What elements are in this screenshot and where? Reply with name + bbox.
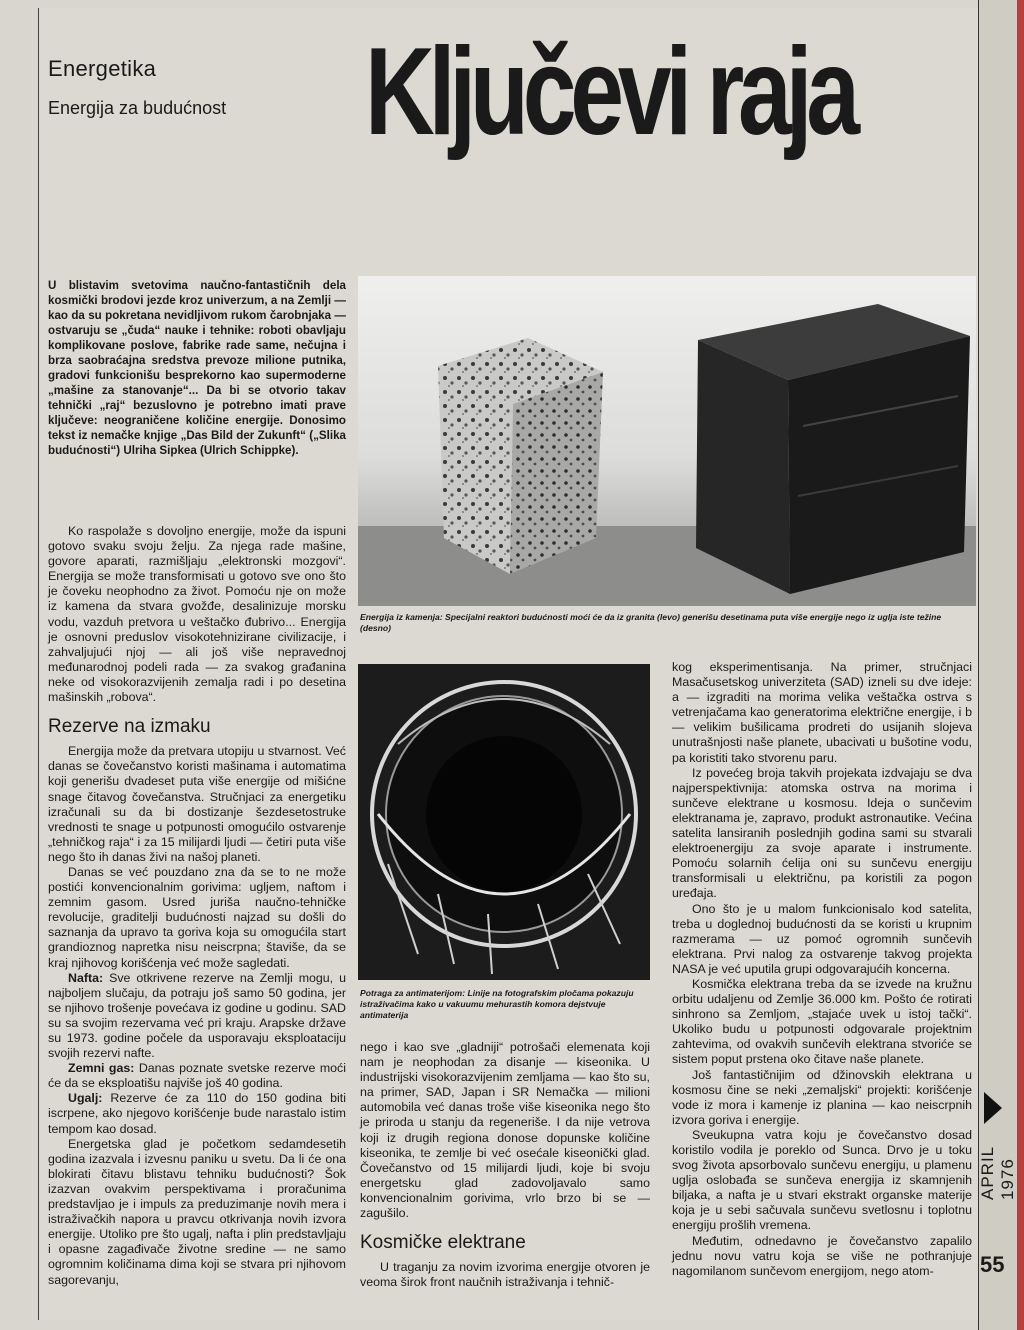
photo-caption: Potraga za antimaterijom: Linije na fotografskim pločama pokazuju istraživačima kako u vakuumu mehurastih komora dejstvuje antimaterija	[360, 988, 634, 1020]
article-title: Ključevi raja	[365, 23, 854, 161]
issue-date: APRIL 1976	[978, 1146, 1017, 1200]
paragraph: Još fantastičnijim od džinovskih elektrana u kosmosu čine se neki „zemaljski“ projekti: korišćenje vode iz mora i kamenje iz planina — kao neiscrpnih izvora goriva i energije.	[672, 1067, 972, 1127]
paragraph	[48, 1091, 346, 1136]
photo-caption: Energija iz kamenja: Specijalni reaktori budućnosti moći će da iz granita (levo) generišu desetinama puta više energije nego iz uglja iste težine (desno)	[360, 612, 942, 633]
paragraph: Iz povećeg broja takvih projekata izdvajaju se dva najperspektivnija: atomska ostrva na morima i sunčeve elektrane u kosmosu. Ideja o sunčevim elektranama je, zapravo, produkt astronautike. Većina satelita lansiranih poslednjih godina sami su stvarali elektroenergiju za svoje aparate i instrumente. Pomoću solarnih ćelija oni su sunčevu energiju transformisali u električnu, pa koristili za pogon uređaja.	[672, 765, 972, 901]
paragraph: Kosmička elektrana treba da se izvede na kružnu orbitu udaljenu od Zemlje 36.000 km. Pošto će rotirati sinhrono sa Zemljom, „stajaće uvek u istoj tački“. Ukoliko budu u potpunosti odgovarale projektnim zahtevima, od ovakvih sunčevih elektrana stvoriće se sistem poput prstena oko čitave naše planete.	[672, 976, 972, 1067]
paragraph-text: Sve otkrivene rezerve na Zemlji mogu, u najboljem slučaju, da potraju još samo 50 godina, jer se njihovo trošenje povećava iz godine u godinu. SAD su sa svojim rezervama već pri kraju. Arapske države su 1973. godine počele da usporavaju eksploataciju svojih rezervi nafte.	[48, 970, 346, 1061]
paragraph: Danas se već pouzdano zna da se to ne može postići konvencionalnim gorivima: ugljem, naftom i zemnim gasom. Usred juriša naučno-tehničke revolucije, graditelji budućnosti najzad su došli do saznanja da upravo ta goriva koja su omogućila start grandioznog napretka nisu neiscrpna; štaviše, da se kraj njihovog korišćenja već može sagledati.	[48, 864, 346, 970]
column-1	[48, 524, 346, 1288]
section-label: Energetika	[48, 56, 157, 81]
edge-strip	[1017, 0, 1024, 1330]
paragraph: Ko raspolaže s dovoljno energije, može da ispuni gotovo svaku svoju želju. Za njega rade mašine, govore aparati, razmišljaju „elektronski mozgovi“. Energija se može transformisati u gotovo sve ono što je čoveku neophodno za život. Pomoću nje on može iz kamena da stvara gvožđe, desalinizuje morsku vodu, vazduh pretvora u veštačko đubrivo... Energija je osnovni preduslov visokotehnizirane civilizacije, i zahvaljujući njoj — ali još više nepravednoj međunarodnoj podeli rada — za svakog građanina neke od visokorazvijenih zemalja radi i po desetina mašinskih „robova“.	[48, 524, 346, 705]
inline-label: Nafta:	[68, 970, 104, 985]
paragraph: kog eksperimentisanja. Na primer, stručnjaci Masačusetskog univerziteta (SAD) izneli su dve ideje: a — izgraditi na morima velika veštačka ostrva s vetrenjačama kao generatorima električne energije, i b — velikim bušilicama prodreti do usijanih slojeva unutrašnjosti naše planete, ubacivati u bušotine vodu, pa koristiti tako stvorenu paru.	[672, 660, 972, 765]
paragraph: U traganju za novim izvorima energije otvoren je veoma širok front naučnih istraživanja i tehnič-	[360, 1260, 650, 1290]
paragraph: nego i kao sve „gladniji“ potrošači elemenata koji nam je neophodan za disanje — kiseonika. U industrijski visokorazvijenim zemljama — kao što su, na primer, SAD, Japan i SR Nemačka — milioni automobila već danas troše više kiseonika nego što je priroda u stanju da regeneriše. I da nije vetrova koji iz drugih regiona donose dopunske količine kiseonika, te zemlje bi već osećale kiseonički glad. Čovečanstvo od 15 milijardi ljudi, koje bi svoju energetsku glad zadovoljavalo samo konvencionalnim gorivima, vrlo brzo bi se — zagušilo.	[360, 1040, 650, 1221]
bubble-chamber-illustration	[358, 664, 650, 980]
bubble-chamber-photo	[358, 664, 650, 980]
paragraph: Ono što je u malom funkcionisalo kod satelita, treba u doglednoj budućnosti da se koristi u krupnim razmerama — uz pomoć ogromnih sunčevih elektrana. Prvi nalog za ostvarenje takvog projekta NASA je već uputila grupi odgovarajućih koncerna.	[672, 901, 972, 976]
paragraph	[48, 971, 346, 1062]
section-heading: Rezerve na izmaku	[48, 716, 211, 738]
continue-arrow-icon	[982, 1090, 1004, 1131]
paragraph: Međutim, odnedavno je čovečanstvo zapalilo jednu novu vatru koja se više ne pothranjuje nagomilanom sunčevom energijom, nego atom-	[672, 1233, 972, 1278]
column-3	[672, 660, 972, 1279]
column-2	[360, 1040, 650, 1290]
paragraph	[48, 1061, 346, 1091]
paragraph: Energetska glad je početkom sedamdesetih godina izazvala i izvesnu paniku u svetu. Da li će ona blokirati čitavu blistavu tehniku budućnosti? Šok izazvan ovakvim perspektivama i proračunima predstavljao je i impuls za preduzimanje novih mera i istraživačkih napora u pravcu otkrivanja novih izvora energije. Utoliko pre što ugalj, nafta i plin predstavljaju i opasne zagađivače životne sredine — ne samo ogromnim količinama dima koji se stvara pri njihovom sagorevanju,	[48, 1136, 346, 1287]
section-heading: Kosmičke elektrane	[360, 1232, 526, 1254]
intro-lead: U blistavim svetovima naučno-fantastičnih dela kosmički brodovi jezde kroz univerzum, a na Zemlji — kao da su pokretana nevidljivom rukom čarobnjaka — ostvaruju se „čuda“ nauke i tehnike: roboti obavljaju komplikovane poslove, fabrike rade same, nečujna i brza saobraćajna sredstva prevoze milione putnika, gradovi funkcionišu besprekorno kao supermoderne „mašine za stanovanje“... Da bi se otvorio takav tehnički „raj“ bezuslovno je potrebno imati prave ključeve: neograničene količine energije. Donosimo tekst iz nemačke knjige „Das Bild der Zukunft“ („Slika budućnosti“) Ulriha Sipkea (Ulrich Schippke).	[48, 279, 346, 457]
stone-cubes-photo	[358, 276, 976, 606]
stone-cubes-illustration	[358, 276, 976, 606]
paragraph-text: Rezerve će za 110 do 150 godina biti iscrpene, ako njegovo korišćenje bude narastalo istim tempom kao dosad.	[48, 1091, 346, 1136]
inline-label: Ugalj:	[68, 1091, 103, 1106]
paragraph: Sveukupna vatra koju je čovečanstvo dosad koristilo vodila je poreklo od Sunca. Drvo je u toku svog života apsorbovalo sunčevu energiju, u plamenu uglja oslobađa se sunčeva energija iz skamnjenih biljaka, a nafta je u stvari ekstrakt organske materije koja je u sebi sačuvala sunčevu svetlosnu i toplotnu energiju prošlih vremena.	[672, 1127, 972, 1233]
inline-label: Zemni gas:	[68, 1061, 135, 1076]
paragraph: Energija može da pretvara utopiju u stvarnost. Već danas se čovečanstvo koristi mašinama i automatima koji generišu dvadeset puta više energije od mišićne snage čitavog čovečanstva. Stručnjaci za energetiku izračunali su da bi dostizanje šezdesetostruke vrednosti te snage u potpunosti omogućilo ostvarenje „tehničkog raja“ i za 15 milijardi ljudi — četiri puta više nego što ih danas živi na našoj planeti.	[48, 744, 346, 864]
page-number: 55	[980, 1252, 1005, 1277]
subsection-label: Energija za budućnost	[48, 98, 227, 118]
paragraph-text: Danas poznate svetske rezerve moći će da se eksploatišu najviše još 40 godina.	[48, 1061, 346, 1091]
